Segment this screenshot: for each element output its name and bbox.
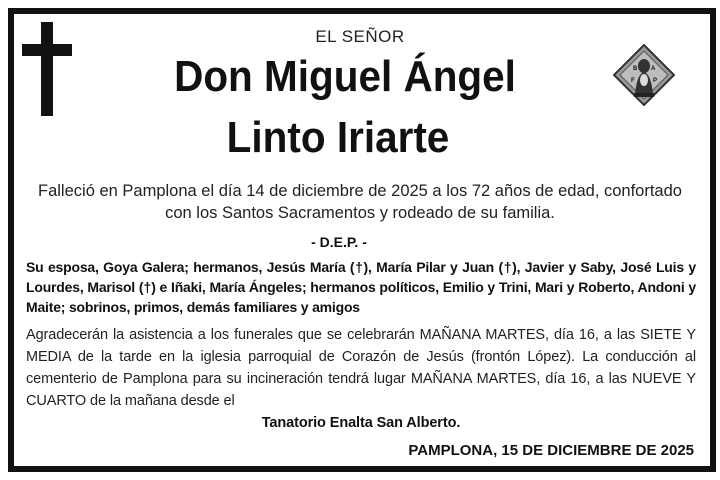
death-announcement: Falleció en Pamplona el día 14 de diciembre de 2025 a los 72 años de edad, confortado con los Santos Sacramentos y rodeado de su familia. — [38, 182, 682, 222]
place-date-signoff: PAMPLONA, 15 DE DICIEMBRE DE 2025 — [408, 442, 694, 459]
emblem-letter-b: B — [633, 66, 638, 72]
funeral-text: Agradecerán la asistencia a los funerales que se celebrarán MAÑANA MARTES, día 16, a las SIETE Y MEDIA de la tarde en la iglesia parroquial de Corazón de Jesús (frontón López). La conducción al cementerio de Pamplona para su incineración tendrá lugar MAÑANA MARTES, día 16, a las NUEVE Y CUARTO de la mañana desde el — [26, 327, 696, 409]
deceased-name-line2: Linto Iriarte — [226, 113, 450, 162]
dep-line: - D.E.P. - — [311, 234, 367, 250]
funeral-place: Tanatorio Enalta San Alberto. — [261, 415, 461, 431]
deceased-name-line1: Don Miguel Ángel — [174, 52, 516, 101]
title-prefix: EL SEÑOR — [315, 27, 405, 46]
emblem-letter-f: F — [631, 78, 635, 84]
emblem-letter-a: A — [651, 66, 656, 72]
emblem-letter-p: P — [653, 78, 658, 84]
family-list: Su esposa, Goya Galera; hermanos, Jesús María (†), María Pilar y Juan (†), Javier y Saby, José Luis y Lourdes, Marisol (†) e Iñaki, María Ángeles; hermanos políticos, Emilio y Trini, Mari y Roberto, Andoni y Maite; sobrinos, primos, demás familiares y amigos — [26, 259, 696, 315]
funeral-details — [26, 324, 696, 434]
